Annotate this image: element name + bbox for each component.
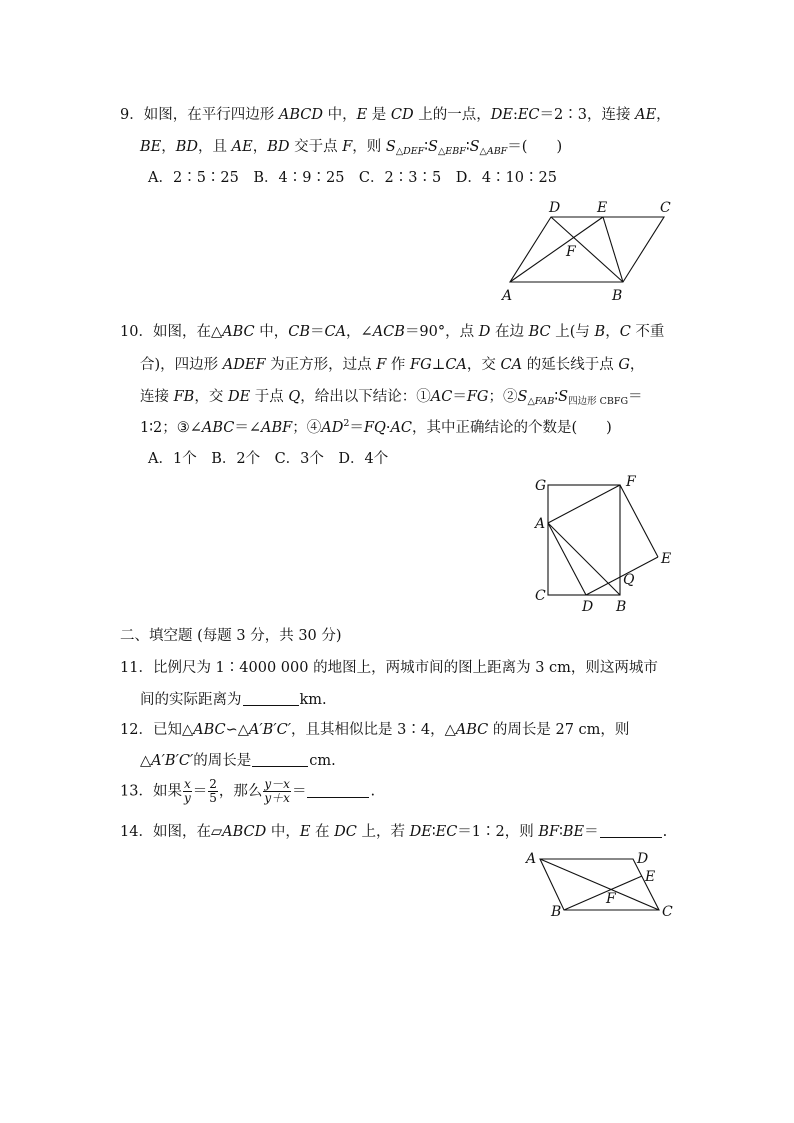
q14-label-C: C [662, 904, 673, 920]
q12-line2: △A′B′C′的周长是 cm. [140, 753, 336, 769]
q14-label-D: D [637, 851, 649, 867]
q14-label-E: E [645, 869, 656, 885]
q11-line1: 11．比例尺为 1∶4000 000 的地图上，两城市间的图上距离为 3 cm，则这两城市 [120, 660, 658, 676]
q9-label-E: E [597, 200, 608, 216]
q9-label-A: A [502, 288, 513, 304]
q9-line2: BE，BD，且 AE，BD 交于点 F，则 $S_{\triangle DEF}∶S_{\triangle EBF}∶S_{\triangle ABF}=$( ) [140, 139, 563, 157]
q9-label-B: B [612, 288, 623, 304]
q13-fraction-x-over-y: $\frac{x}{y}$ [183, 777, 191, 805]
q14-label-F: F [606, 891, 616, 907]
q11-line2: 间的实际距离为 km. [140, 692, 327, 708]
q14-label-B: B [551, 904, 562, 920]
q9-options: A．2∶5∶25 B．4∶9∶25 C．2∶3∶5 D．4∶10∶25 [148, 170, 557, 186]
q13-fraction-2-over-5: $\frac{2}{5}$ [209, 777, 217, 805]
q10-label-C: C [535, 588, 546, 604]
q10-line4: 1∶2；③∠ABC＝∠ABF；$④AD^2=FQ\cdot AC$，其中正确结论的个数是( ) [140, 418, 612, 436]
q13-line: 13．如果 $\frac{x}{y}$ ＝ $\frac{2}{5}$ ，那么 $\frac{y-x}{y+x}$ ＝ . [120, 777, 376, 805]
q10-label-B: B [616, 599, 627, 615]
section-fill-in-title: 二、填空题 (每题 3 分，共 30 分) [120, 628, 342, 644]
q10-label-Q: Q [623, 572, 635, 588]
q10-label-G: G [535, 478, 547, 494]
q14-line: 14．如图，在▱ABCD 中，E 在 DC 上，若 DE∶EC＝1∶2，则 BF∶BE＝ . [120, 824, 668, 840]
q13-fraction-expression: $\frac{y-x}{y+x}$ [264, 777, 290, 805]
q10-label-F: F [626, 474, 636, 490]
q10-label-E: E [661, 551, 672, 567]
q10-label-A: A [535, 516, 546, 532]
q10-line1: 10．如图，在△ABC 中，CB＝CA，∠ACB＝90°，点 D 在边 BC 上(与 B，C 不重 [120, 324, 665, 340]
q10-line2: 合)，四边形 ADEF 为正方形，过点 F 作 FG⊥CA，交 CA 的延长线于点 G， [140, 357, 645, 373]
q10-line3: 连接 FB，交 DE 于点 Q，给出以下结论：①AC＝FG；$②S_{\triangle FAB}∶S_{四边形 CBFG}=$ [140, 389, 643, 407]
q12-line1: 12．已知△ABC∽△A′B′C′，且其相似比是 3∶4，△ABC 的周长是 27 cm，则 [120, 722, 630, 738]
q14-label-A: A [526, 851, 537, 867]
q9-line1: 9．如图，在平行四边形 ABCD 中，E 是 CD 上的一点，DE:EC＝2∶3，连接 AE， [120, 107, 671, 123]
q9-label-D: D [549, 200, 561, 216]
q10-label-D: D [582, 599, 594, 615]
q9-label-F: F [566, 244, 576, 260]
q10-options: A．1个 B．2个 C．3个 D．4个 [148, 451, 389, 467]
q14-segment-be [564, 876, 642, 910]
q9-label-C: C [660, 200, 671, 216]
